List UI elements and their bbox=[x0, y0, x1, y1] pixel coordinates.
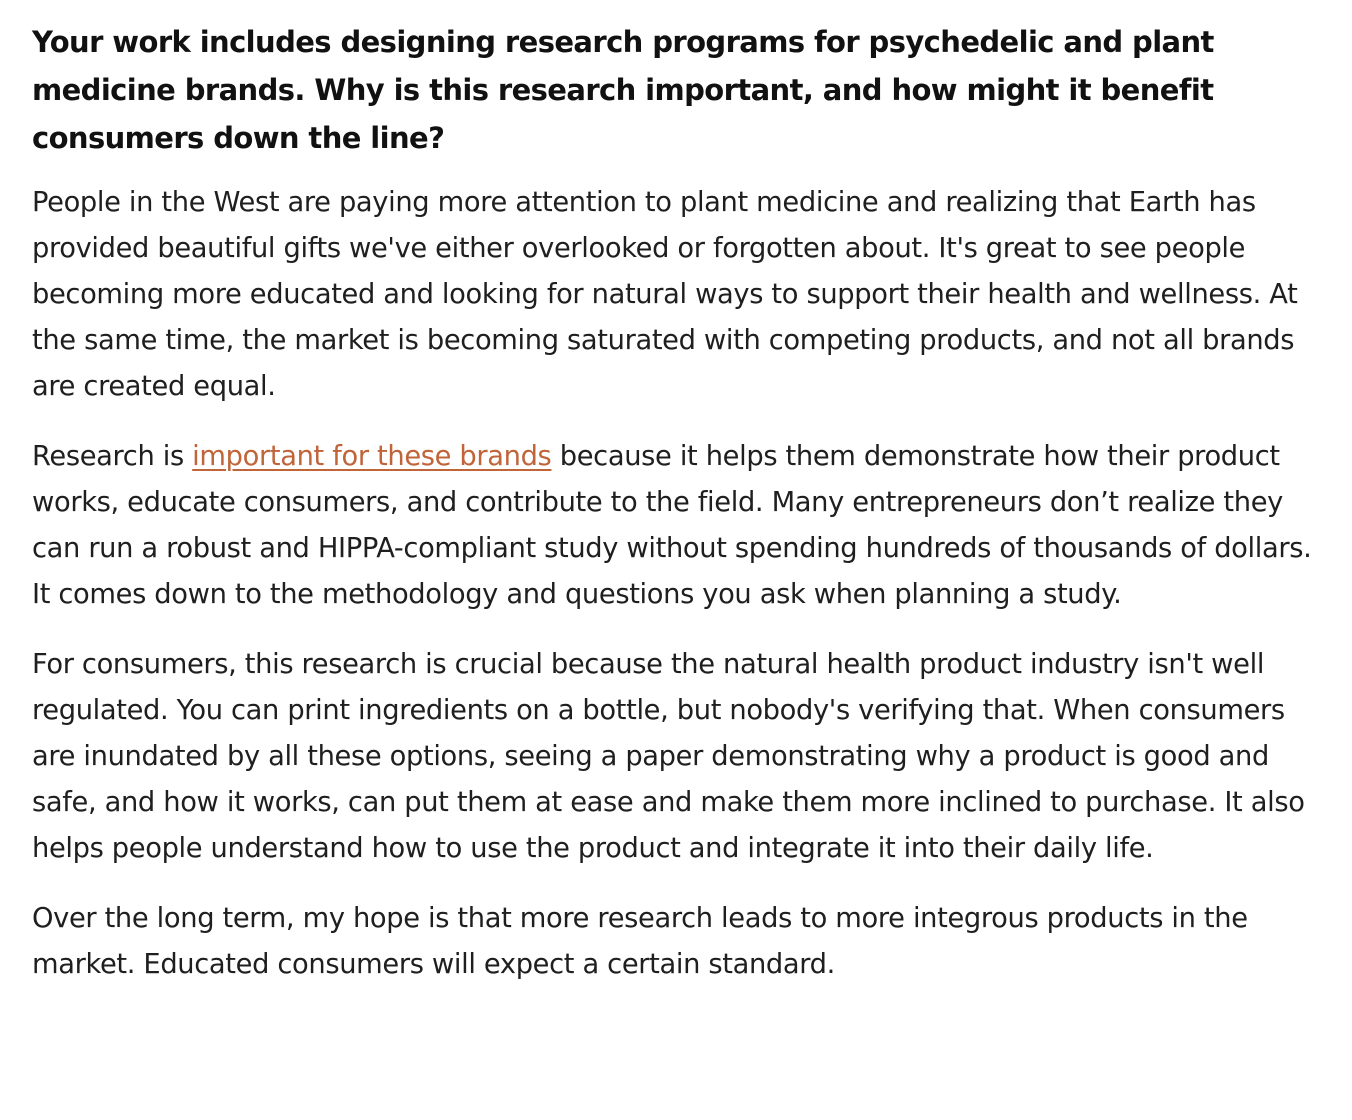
important-for-brands-link[interactable]: important for these brands bbox=[192, 441, 552, 472]
answer-paragraph-1: People in the West are paying more attention to plant medicine and realizing that Earth has provided beautiful gifts we've either overlooked or forgotten about. It's great to see people becoming more educated and looking for natural ways to support their health and wellness. At the same time, the market is becoming saturated with competing products, and not all brands are created equal. bbox=[32, 187, 1298, 402]
paragraph-text: because it helps them demonstrate how their product works, educate consumers, and contribute to the field. Many entrepreneurs don’t realize they can run a robust and HIPPA-compliant study without spending hundreds of thousands of dollars. It comes down to the methodology and questions you ask when planning a study. bbox=[32, 441, 1312, 610]
paragraph-text: Research is bbox=[32, 441, 193, 472]
answer-paragraph-4: Over the long term, my hope is that more research leads to more integrous products in the market. Educated consumers will expect a certain standard. bbox=[32, 903, 1248, 980]
answer-paragraph-3: For consumers, this research is crucial because the natural health product industry isn't well regulated. You can print ingredients on a bottle, but nobody's verifying that. When consumers are inundated by all these options, seeing a paper demonstrating why a product is good and safe, and how it works, can put them at ease and make them more inclined to purchase. It also helps people understand how to use the product and integrate it into their daily life. bbox=[32, 649, 1305, 864]
interview-question: Your work includes designing research programs for psychedelic and plant medicine brands. Why is this research important, and how might it benefit consumers down the line? bbox=[32, 25, 1214, 155]
answer-paragraph-2 bbox=[32, 434, 1328, 618]
